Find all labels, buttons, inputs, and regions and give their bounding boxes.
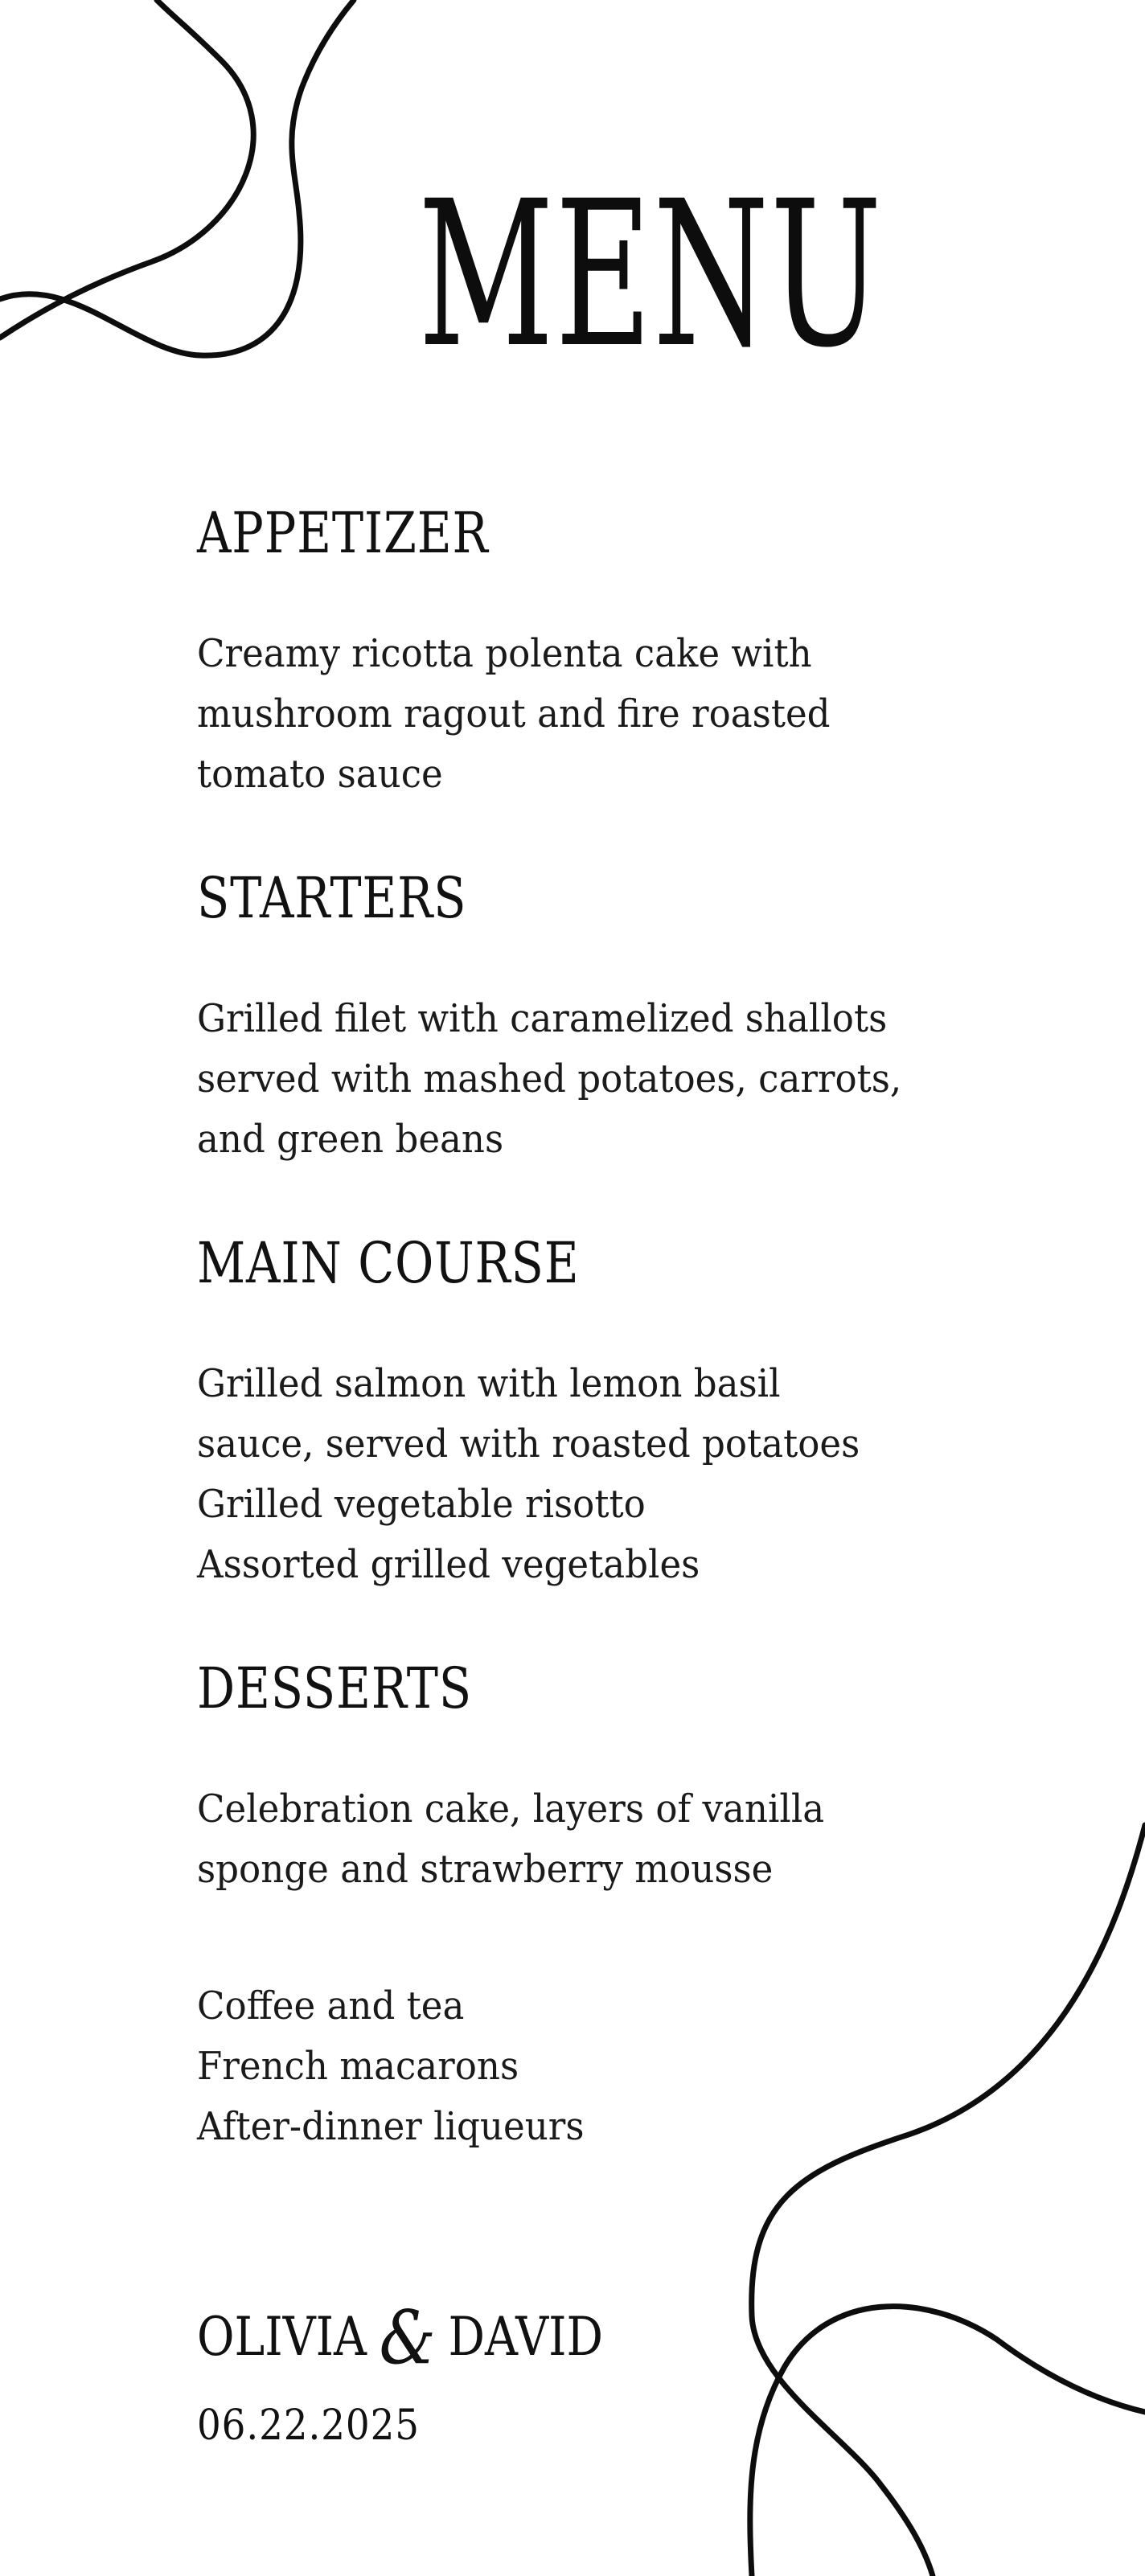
description-line: Assorted grilled vegetables	[197, 1542, 700, 1587]
description-line: mushroom ragout and fire roasted	[197, 691, 831, 736]
event-date: 06.22.2025	[197, 2402, 420, 2450]
name-bride: OLIVIA	[197, 2306, 367, 2368]
description-line: French macarons	[197, 2044, 519, 2089]
section-description	[197, 989, 953, 1170]
description-line: Coffee and tea	[197, 1983, 465, 2028]
bottom-right-curve-inner	[750, 2307, 1145, 2576]
couple-names	[197, 2290, 604, 2381]
description-line: sauce, served with roasted potatoes	[197, 1421, 860, 1466]
name-groom: DAVID	[448, 2306, 604, 2368]
section-extras	[197, 1976, 953, 2157]
description-line: served with mashed potatoes, carrots,	[197, 1056, 902, 1101]
section-heading: APPETIZER	[197, 500, 489, 566]
section-heading: DESSERTS	[197, 1655, 472, 1721]
description-line: and green beans	[197, 1117, 504, 1162]
section-desserts	[197, 1652, 1001, 2157]
description-line: Grilled filet with caramelized shallots	[197, 996, 888, 1041]
description-line: Celebration cake, layers of vanilla	[197, 1786, 825, 1832]
section-description	[197, 1354, 953, 1595]
section-description	[197, 624, 953, 805]
section-appetizer	[197, 497, 1001, 805]
description-line: Grilled salmon with lemon basil	[197, 1361, 781, 1406]
section-main-course	[197, 1227, 1001, 1595]
description-line: tomato sauce	[197, 752, 443, 797]
section-description	[197, 1779, 953, 1900]
section-heading: STARTERS	[197, 865, 467, 931]
ampersand: &	[379, 2295, 436, 2381]
section-heading: MAIN COURSE	[197, 1230, 580, 1296]
menu-title: MENU	[418, 158, 884, 392]
description-line: Grilled vegetable risotto	[197, 1482, 646, 1527]
menu-content	[197, 497, 1001, 2157]
section-starters	[197, 862, 1001, 1170]
description-line: After-dinner liqueurs	[197, 2104, 585, 2149]
top-left-curve-outer	[0, 0, 253, 338]
description-line: sponge and strawberry mousse	[197, 1847, 774, 1892]
top-left-curve-inner	[0, 0, 354, 355]
description-line: Creamy ricotta polenta cake with	[197, 631, 812, 676]
